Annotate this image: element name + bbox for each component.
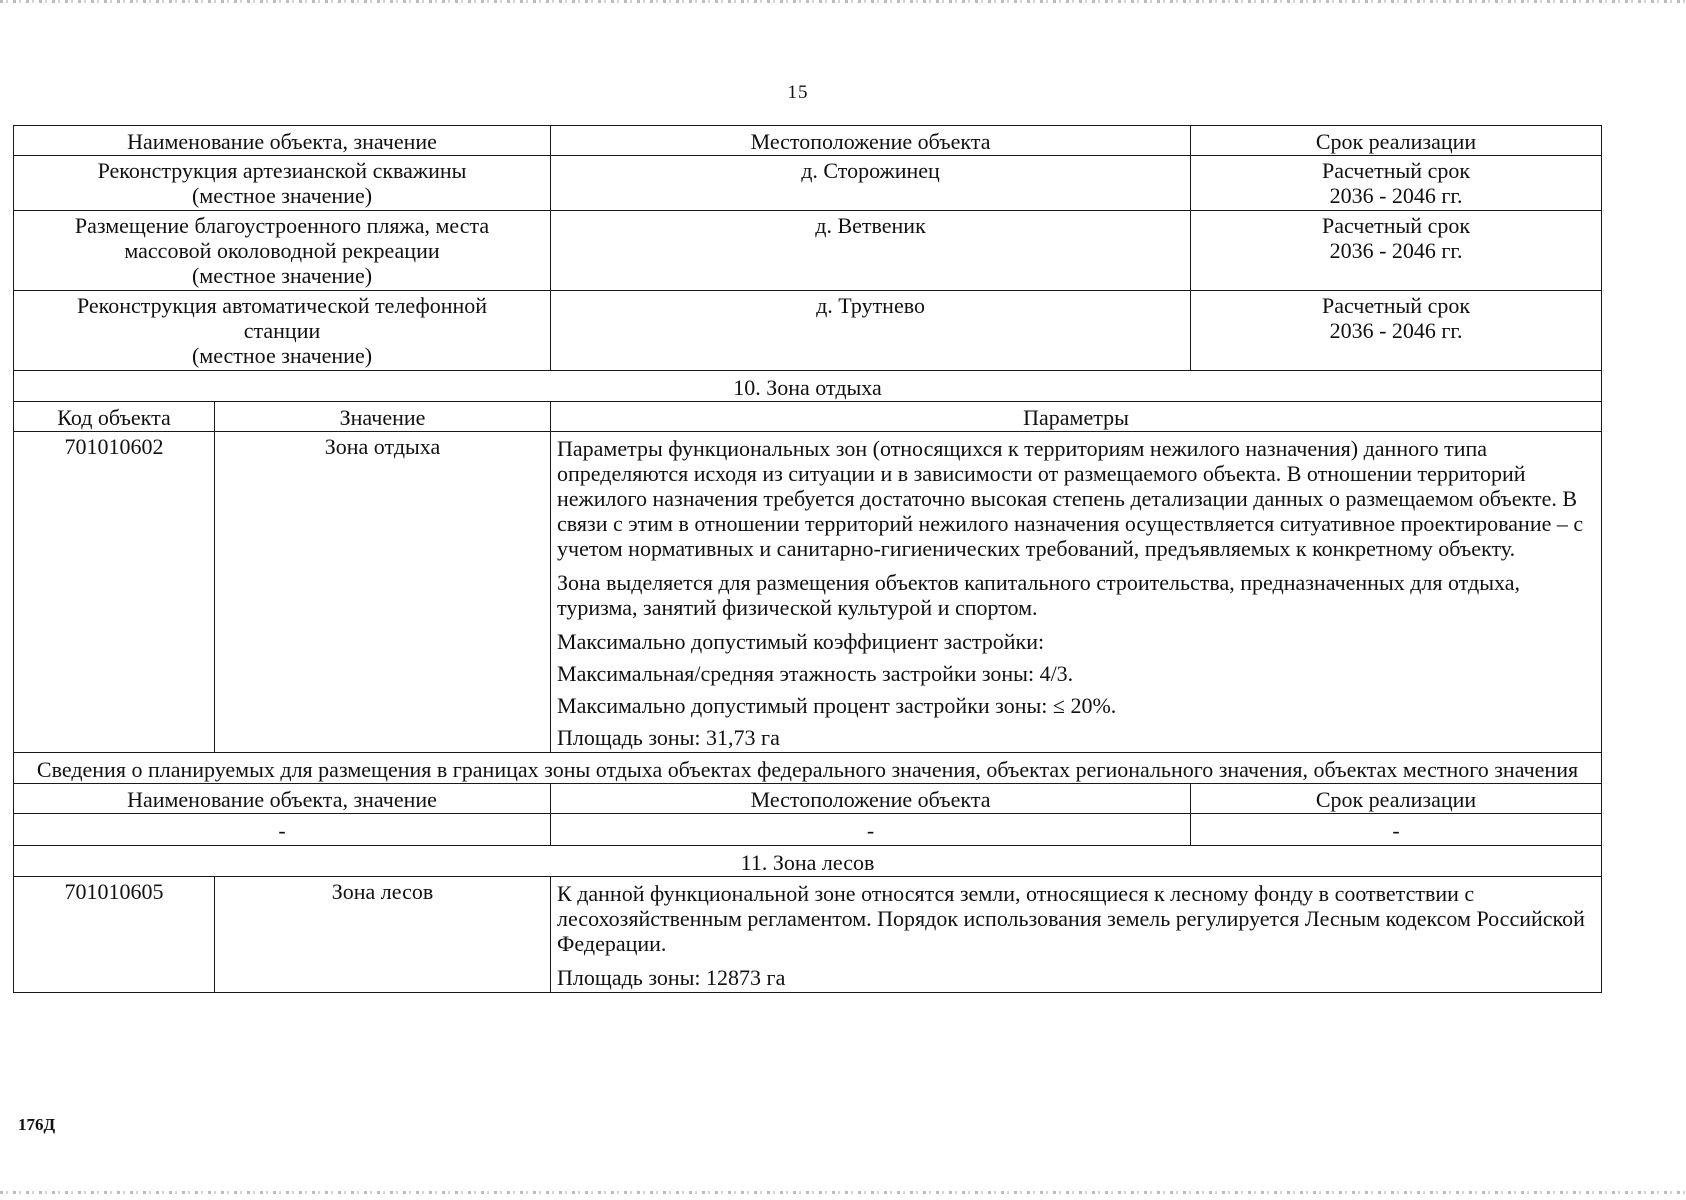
zone-value: Зона лесов: [215, 877, 551, 993]
zone-code: 701010602: [14, 432, 215, 753]
object-term-years: 2036 - 2046 гг.: [1329, 318, 1463, 343]
object-significance: (местное значение): [191, 263, 373, 288]
planned-objects-title-row: [14, 753, 1602, 784]
object-name-cell: [14, 211, 551, 291]
zone-params: [551, 432, 1602, 753]
params-paragraph: К данной функциональной зоне относятся земли, относящиеся к лесному фонду в соответствии с лесохозяйственным регламентом. Порядок использования земель регулируется Лесным кодексом Российской Федерации.: [557, 881, 1585, 956]
zone-code: 701010605: [14, 877, 215, 993]
planned-header-row: [14, 784, 1602, 814]
section-title-row: [14, 846, 1602, 877]
planned-header-term: Срок реализации: [1191, 784, 1602, 814]
planned-header-name: Наименование объекта, значение: [14, 784, 551, 814]
planned-objects-title: Сведения о планируемых для размещения в границах зоны отдыха объектах федерального значения, объектах регионального значения, объектах местного значения: [14, 753, 1602, 784]
object-significance: (местное значение): [191, 183, 373, 208]
object-term-label: Расчетный срок: [1321, 213, 1471, 238]
params-area: Площадь зоны: 31,73 га: [557, 725, 780, 750]
zone-10-title: 10. Зона отдыха: [14, 371, 1602, 402]
object-term-cell: [1191, 156, 1602, 211]
object-name: Реконструкция артезианской скважины: [97, 158, 467, 183]
object-name-cell: [14, 291, 551, 371]
header-object-location: Местоположение объекта: [551, 126, 1191, 156]
object-location: д. Ветвеник: [551, 211, 1191, 291]
params-coefficient: Максимально допустимый коэффициент застройки:: [557, 629, 1045, 654]
object-row: [14, 211, 1602, 291]
header-value: Значение: [215, 402, 551, 432]
header-code: Код объекта: [14, 402, 215, 432]
object-name-cell: [14, 156, 551, 211]
header-params: Параметры: [551, 402, 1602, 432]
planned-term: -: [1191, 814, 1602, 846]
page-number: 15: [787, 82, 809, 103]
object-term-years: 2036 - 2046 гг.: [1329, 238, 1463, 263]
scan-edge-bottom: [0, 1191, 1686, 1194]
scan-edge-top: [0, 0, 1686, 3]
object-name: Реконструкция автоматической телефонной станции: [76, 293, 488, 343]
object-location: д. Сторожинец: [551, 156, 1191, 211]
objects-header-row: [14, 126, 1602, 156]
document-code: 176Д: [18, 1115, 56, 1134]
planned-header-location: Местоположение объекта: [551, 784, 1191, 814]
zone-row: [14, 432, 1602, 753]
planned-location: -: [551, 814, 1191, 846]
zone-value: Зона отдыха: [215, 432, 551, 753]
object-name: Размещение благоустроенного пляжа, места массовой околоводной рекреации: [74, 213, 490, 263]
header-object-name: Наименование объекта, значение: [14, 126, 551, 156]
object-row: [14, 156, 1602, 211]
zone-row: [14, 877, 1602, 993]
object-term-label: Расчетный срок: [1321, 158, 1471, 183]
object-location: д. Трутнево: [551, 291, 1191, 371]
zone-11-title: 11. Зона лесов: [14, 846, 1602, 877]
object-term-cell: [1191, 211, 1602, 291]
section-title-row: [14, 371, 1602, 402]
planned-name: -: [14, 814, 551, 846]
params-paragraph: Параметры функциональных зон (относящихся к территориям нежилого назначения) данного типа определяются исходя из ситуации и в зависимости от размещаемого объекта. В отношении территорий нежилого назначения требуется достаточно высокая степень детализации данных о размещаемом объекте. В связи с этим в отношении территорий нежилого назначения осуществляется ситуативное проектирование – с учетом нормативных и санитарно-гигиенических требований, предъявляемых к конкретному объекту.: [557, 436, 1584, 561]
params-paragraph: Зона выделяется для размещения объектов капитального строительства, предназначенных для отдыха, туризма, занятий физической культурой и спортом.: [557, 570, 1521, 620]
params-area: Площадь зоны: 12873 га: [557, 965, 786, 990]
zone-header-row: [14, 402, 1602, 432]
object-term-years: 2036 - 2046 гг.: [1329, 183, 1463, 208]
object-significance: (местное значение): [191, 343, 373, 368]
params-percent: Максимально допустимый процент застройки зоны: ≤ 20%.: [557, 693, 1117, 718]
planned-row: [14, 814, 1602, 846]
object-row: [14, 291, 1602, 371]
zones-table: [13, 125, 1602, 993]
object-term-cell: [1191, 291, 1602, 371]
object-term-label: Расчетный срок: [1321, 293, 1471, 318]
header-term: Срок реализации: [1191, 126, 1602, 156]
zone-params: [551, 877, 1602, 993]
params-floors: Максимальная/средняя этажность застройки зоны: 4/3.: [557, 661, 1074, 686]
